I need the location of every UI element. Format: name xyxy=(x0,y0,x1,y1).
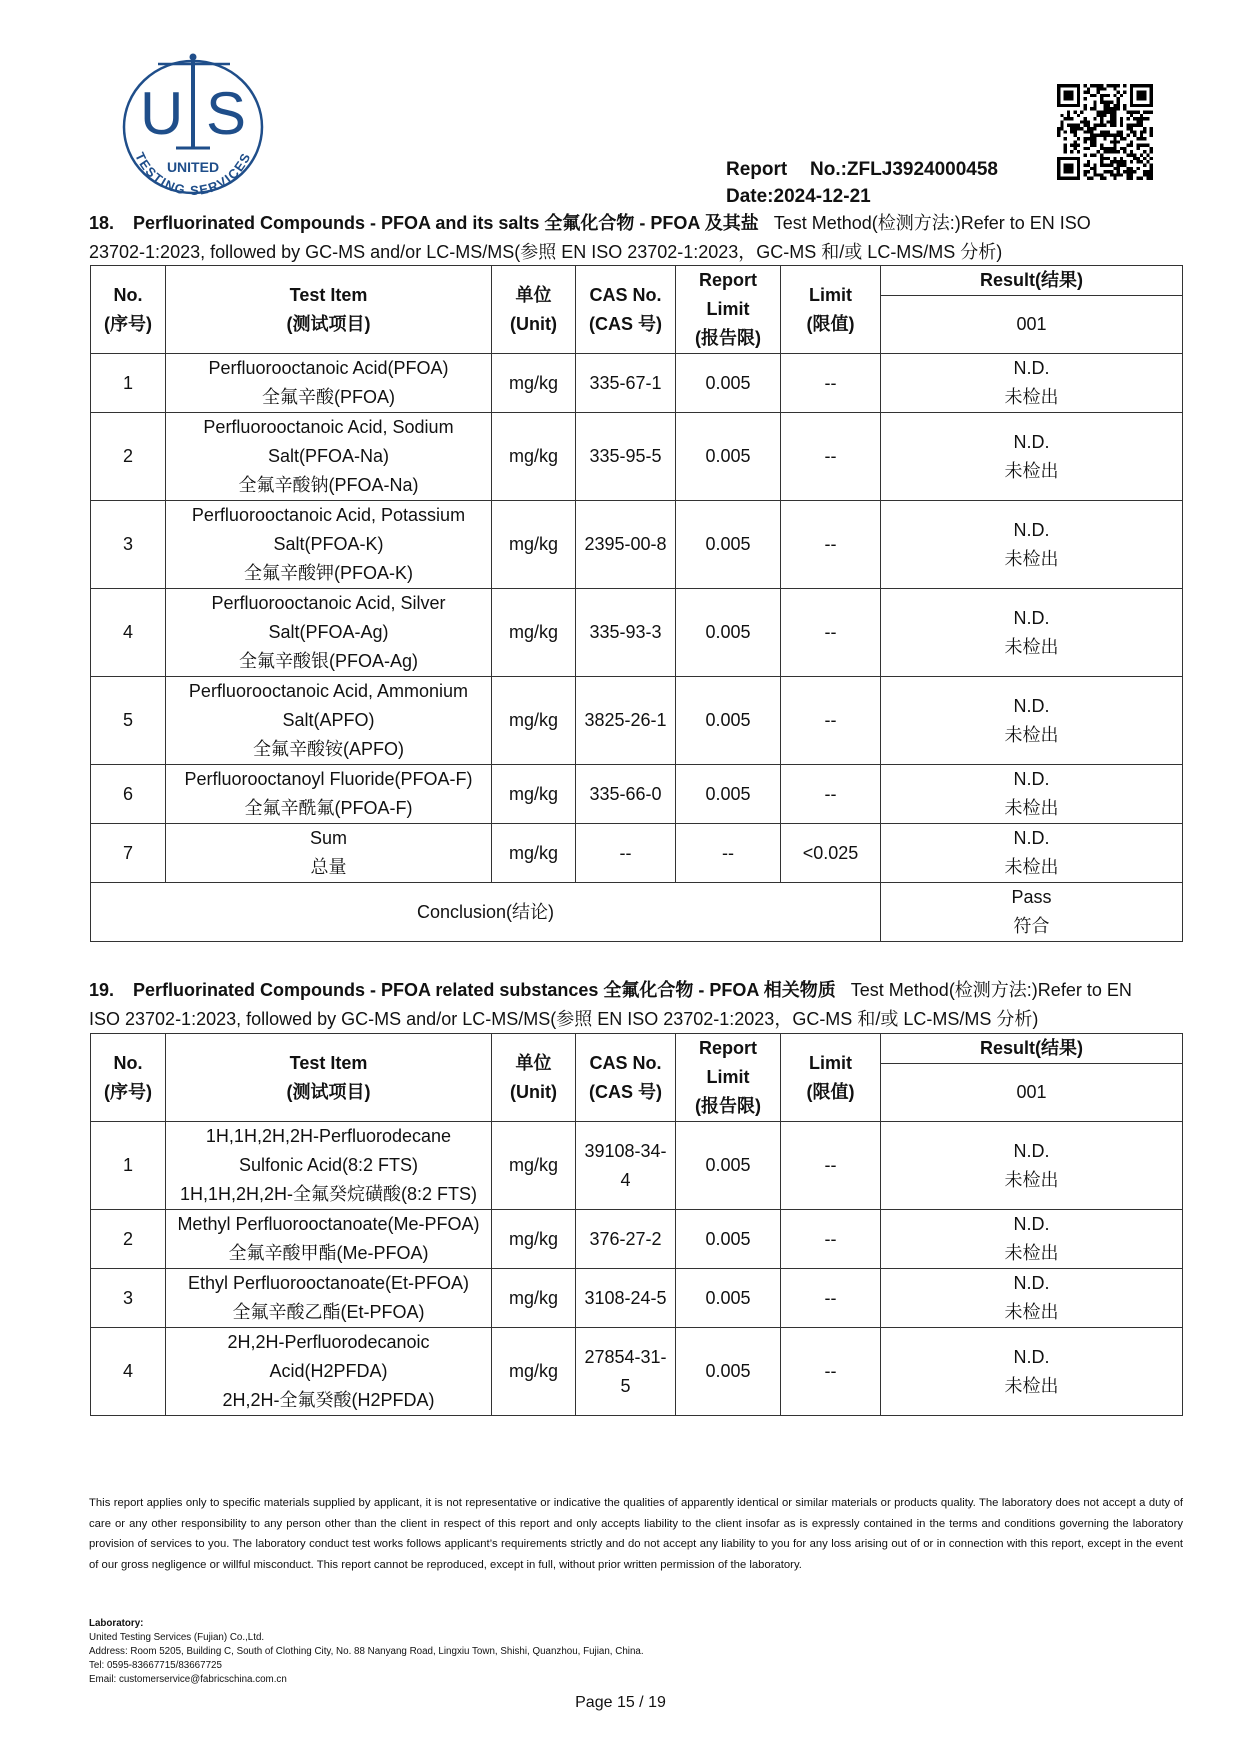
cell-no: 7 xyxy=(91,824,166,883)
section-18-rows xyxy=(91,354,1183,883)
cell-limit: -- xyxy=(781,1328,881,1416)
table-row xyxy=(91,354,1183,413)
cell-unit: mg/kg xyxy=(492,413,576,501)
table-row xyxy=(91,589,1183,677)
qr-code-icon xyxy=(1053,84,1157,180)
cell-report-limit: 0.005 xyxy=(676,1210,781,1269)
cell-limit: <0.025 xyxy=(781,824,881,883)
table-header xyxy=(91,1034,1183,1122)
header-cas: CAS No. (CAS 号) xyxy=(576,266,676,354)
table-row xyxy=(91,1328,1183,1416)
table-row xyxy=(91,677,1183,765)
cell-report-limit: 0.005 xyxy=(676,677,781,765)
header-result: Result(结果) xyxy=(881,1034,1183,1064)
cell-report-limit: 0.005 xyxy=(676,1122,781,1210)
cell-limit: -- xyxy=(781,501,881,589)
cell-no: 3 xyxy=(91,1269,166,1328)
conclusion-label: Conclusion(结论) xyxy=(91,883,881,942)
section-19-table xyxy=(90,1033,1183,1416)
laboratory-name: United Testing Services (Fujian) Co.,Ltd. xyxy=(89,1632,265,1643)
cell-no: 4 xyxy=(91,589,166,677)
cell-test-item: 2H,2H-Perfluorodecanoic Acid(H2PFDA) 2H,2H-全氟癸酸(H2PFDA) xyxy=(166,1328,492,1416)
section-19-method-cont: ISO 23702-1:2023, followed by GC-MS and/or LC-MS/MS(参照 EN ISO 23702-1:2023，GC-MS 和/或 LC-MS/MS 分析) xyxy=(89,1009,1039,1029)
cell-report-limit: -- xyxy=(676,824,781,883)
header-result: Result(结果) xyxy=(881,266,1183,296)
report-number: Report No.:ZFLJ3924000458 xyxy=(726,159,998,180)
section-18-method: Test Method(检测方法:)Refer to EN ISO xyxy=(773,213,1091,233)
cell-unit: mg/kg xyxy=(492,765,576,824)
cell-result: N.D. 未检出 xyxy=(881,413,1183,501)
cell-report-limit: 0.005 xyxy=(676,354,781,413)
cell-test-item: Perfluorooctanoic Acid, Sodium Salt(PFOA-Na) 全氟辛酸钠(PFOA-Na) xyxy=(166,413,492,501)
cell-unit: mg/kg xyxy=(492,354,576,413)
cell-report-limit: 0.005 xyxy=(676,765,781,824)
cell-cas: -- xyxy=(576,824,676,883)
section-19-title: Perfluorinated Compounds - PFOA related substances 全氟化合物 - PFOA 相关物质 xyxy=(133,980,836,1000)
cell-result: N.D. 未检出 xyxy=(881,824,1183,883)
logo-name: UNITED xyxy=(166,159,220,175)
cell-unit: mg/kg xyxy=(492,1328,576,1416)
cell-cas: 376-27-2 xyxy=(576,1210,676,1269)
cell-result: N.D. 未检出 xyxy=(881,354,1183,413)
cell-test-item: 1H,1H,2H,2H-Perfluorodecane Sulfonic Acid(8:2 FTS) 1H,1H,2H,2H-全氟癸烷磺酸(8:2 FTS) xyxy=(166,1122,492,1210)
cell-no: 1 xyxy=(91,1122,166,1210)
section-19-rows xyxy=(91,1122,1183,1416)
cell-cas: 3108-24-5 xyxy=(576,1269,676,1328)
cell-test-item: Sum 总量 xyxy=(166,824,492,883)
laboratory-title: Laboratory: xyxy=(89,1618,144,1629)
cell-no: 2 xyxy=(91,1210,166,1269)
section-18-method-cont: 23702-1:2023, followed by GC-MS and/or LC-MS/MS(参照 EN ISO 23702-1:2023，GC-MS 和/或 LC-MS/MS 分析) xyxy=(89,242,1003,262)
laboratory-address: Address: Room 5205, Building C, South of Clothing City, No. 88 Nanyang Road, Lingxiu Town, Shishi, Quanzhou, Fujian, China. xyxy=(89,1646,644,1657)
header-test-item: Test Item (测试项目) xyxy=(166,266,492,354)
cell-cas: 335-66-0 xyxy=(576,765,676,824)
cell-unit: mg/kg xyxy=(492,677,576,765)
cell-no: 3 xyxy=(91,501,166,589)
cell-report-limit: 0.005 xyxy=(676,501,781,589)
table-row xyxy=(91,501,1183,589)
cell-result: N.D. 未检出 xyxy=(881,501,1183,589)
section-18-table xyxy=(90,265,1183,942)
cell-cas: 335-67-1 xyxy=(576,354,676,413)
cell-result: N.D. 未检出 xyxy=(881,1269,1183,1328)
cell-result: N.D. 未检出 xyxy=(881,677,1183,765)
cell-result: N.D. 未检出 xyxy=(881,1210,1183,1269)
cell-limit: -- xyxy=(781,765,881,824)
header-sample-id: 001 xyxy=(881,1064,1183,1122)
logo-letter-u: U xyxy=(140,80,184,147)
cell-report-limit: 0.005 xyxy=(676,1269,781,1328)
cell-unit: mg/kg xyxy=(492,824,576,883)
cell-no: 6 xyxy=(91,765,166,824)
cell-result: N.D. 未检出 xyxy=(881,765,1183,824)
cell-cas: 2395-00-8 xyxy=(576,501,676,589)
cell-cas: 27854-31-5 xyxy=(576,1328,676,1416)
disclaimer: This report applies only to specific materials supplied by applicant, it is not representative or indicative the qualities of apparently identical or similar materials or products quality. The laboratory does not accept a duty of care or any other responsibility to any person other than the client in respect of this report and only accepts liability to the client insofar as is expressly contained in the terms and conditions governing the laboratory provision of services to you. The laboratory conduct test works follows applicant’s requirements strictly and do not accept any liability to you for any loss arising out of or in connection with this report, except in the event of our gross negligence or willful misconduct. This report cannot be reproduced, except in full, without prior written permission of the laboratory. xyxy=(89,1497,1183,1571)
table-row xyxy=(91,1269,1183,1328)
cell-limit: -- xyxy=(781,1269,881,1328)
header-limit: Limit (限值) xyxy=(781,266,881,354)
header-limit: Limit (限值) xyxy=(781,1034,881,1122)
header-no: No. (序号) xyxy=(91,1034,166,1122)
laboratory-tel: Tel: 0595-83667715/83667725 xyxy=(89,1660,222,1671)
header-sample-id: 001 xyxy=(881,296,1183,354)
conclusion-row xyxy=(91,883,1183,942)
header-no: No. (序号) xyxy=(91,266,166,354)
table-row xyxy=(91,765,1183,824)
header-test-item: Test Item (测试项目) xyxy=(166,1034,492,1122)
cell-unit: mg/kg xyxy=(492,589,576,677)
section-19-heading: 19. Perfluorinated Compounds - PFOA related substances 全氟化合物 - PFOA 相关物质 Test Method(检测方法:)Refer to EN ISO 23702-1:2023, followed by GC-MS and/or LC-MS/MS(参照 EN ISO 23702-1:2023，GC-MS 和/或 LC-MS/MS 分析) xyxy=(89,980,1132,1029)
cell-limit: -- xyxy=(781,589,881,677)
logo-letter-s: S xyxy=(206,80,247,147)
cell-test-item: Methyl Perfluorooctanoate(Me-PFOA) 全氟辛酸甲酯(Me-PFOA) xyxy=(166,1210,492,1269)
cell-test-item: Ethyl Perfluorooctanoate(Et-PFOA) 全氟辛酸乙酯(Et-PFOA) xyxy=(166,1269,492,1328)
section-18-title: Perfluorinated Compounds - PFOA and its salts 全氟化合物 - PFOA 及其盐 xyxy=(133,213,759,233)
laboratory-info xyxy=(89,1617,644,1687)
cell-result: N.D. 未检出 xyxy=(881,1328,1183,1416)
cell-report-limit: 0.005 xyxy=(676,589,781,677)
cell-test-item: Perfluorooctanoic Acid(PFOA) 全氟辛酸(PFOA) xyxy=(166,354,492,413)
table-row xyxy=(91,413,1183,501)
cell-limit: -- xyxy=(781,354,881,413)
header-unit: 单位 (Unit) xyxy=(492,1034,576,1122)
cell-no: 5 xyxy=(91,677,166,765)
header-report-limit: Report Limit (报告限) xyxy=(676,1034,781,1122)
table-row xyxy=(91,824,1183,883)
cell-test-item: Perfluorooctanoic Acid, Silver Salt(PFOA-Ag) 全氟辛酸银(PFOA-Ag) xyxy=(166,589,492,677)
cell-test-item: Perfluorooctanoyl Fluoride(PFOA-F) 全氟辛酰氟(PFOA-F) xyxy=(166,765,492,824)
header-cas: CAS No. (CAS 号) xyxy=(576,1034,676,1122)
report-date: Date:2024-12-21 xyxy=(726,186,871,207)
cell-limit: -- xyxy=(781,1122,881,1210)
cell-result: N.D. 未检出 xyxy=(881,589,1183,677)
cell-test-item: Perfluorooctanoic Acid, Ammonium Salt(APFO) 全氟辛酸铵(APFO) xyxy=(166,677,492,765)
cell-no: 1 xyxy=(91,354,166,413)
page-number: Page 15 / 19 xyxy=(575,1694,666,1711)
cell-unit: mg/kg xyxy=(492,501,576,589)
cell-report-limit: 0.005 xyxy=(676,413,781,501)
cell-cas: 3825-26-1 xyxy=(576,677,676,765)
cell-unit: mg/kg xyxy=(492,1269,576,1328)
header-report-limit: Report Limit (报告限) xyxy=(676,266,781,354)
cell-cas: 335-95-5 xyxy=(576,413,676,501)
logo-arc-text: TESTING SERVICES xyxy=(132,149,254,199)
cell-no: 2 xyxy=(91,413,166,501)
cell-result: N.D. 未检出 xyxy=(881,1122,1183,1210)
table-header xyxy=(91,266,1183,354)
table-row xyxy=(91,1122,1183,1210)
conclusion-value: Pass 符合 xyxy=(881,883,1183,942)
section-18-heading: 18. Perfluorinated Compounds - PFOA and its salts 全氟化合物 - PFOA 及其盐 Test Method(检测方法:)Refer to EN ISO 23702-1:2023, followed by GC-MS and/or LC-MS/MS(参照 EN ISO 23702-1:2023，GC-MS 和/或 LC-MS/MS 分析) xyxy=(89,213,1091,262)
laboratory-email: Email: customerservice@fabricschina.com.cn xyxy=(89,1674,287,1685)
cell-cas: 39108-34-4 xyxy=(576,1122,676,1210)
section-19-method: Test Method(检测方法:)Refer to EN xyxy=(850,980,1132,1000)
cell-limit: -- xyxy=(781,413,881,501)
cell-limit: -- xyxy=(781,1210,881,1269)
company-logo xyxy=(118,52,268,217)
cell-test-item: Perfluorooctanoic Acid, Potassium Salt(PFOA-K) 全氟辛酸钾(PFOA-K) xyxy=(166,501,492,589)
cell-unit: mg/kg xyxy=(492,1122,576,1210)
cell-unit: mg/kg xyxy=(492,1210,576,1269)
cell-no: 4 xyxy=(91,1328,166,1416)
cell-limit: -- xyxy=(781,677,881,765)
header-unit: 单位 (Unit) xyxy=(492,266,576,354)
cell-cas: 335-93-3 xyxy=(576,589,676,677)
table-row xyxy=(91,1210,1183,1269)
cell-report-limit: 0.005 xyxy=(676,1328,781,1416)
report-info xyxy=(726,156,998,210)
